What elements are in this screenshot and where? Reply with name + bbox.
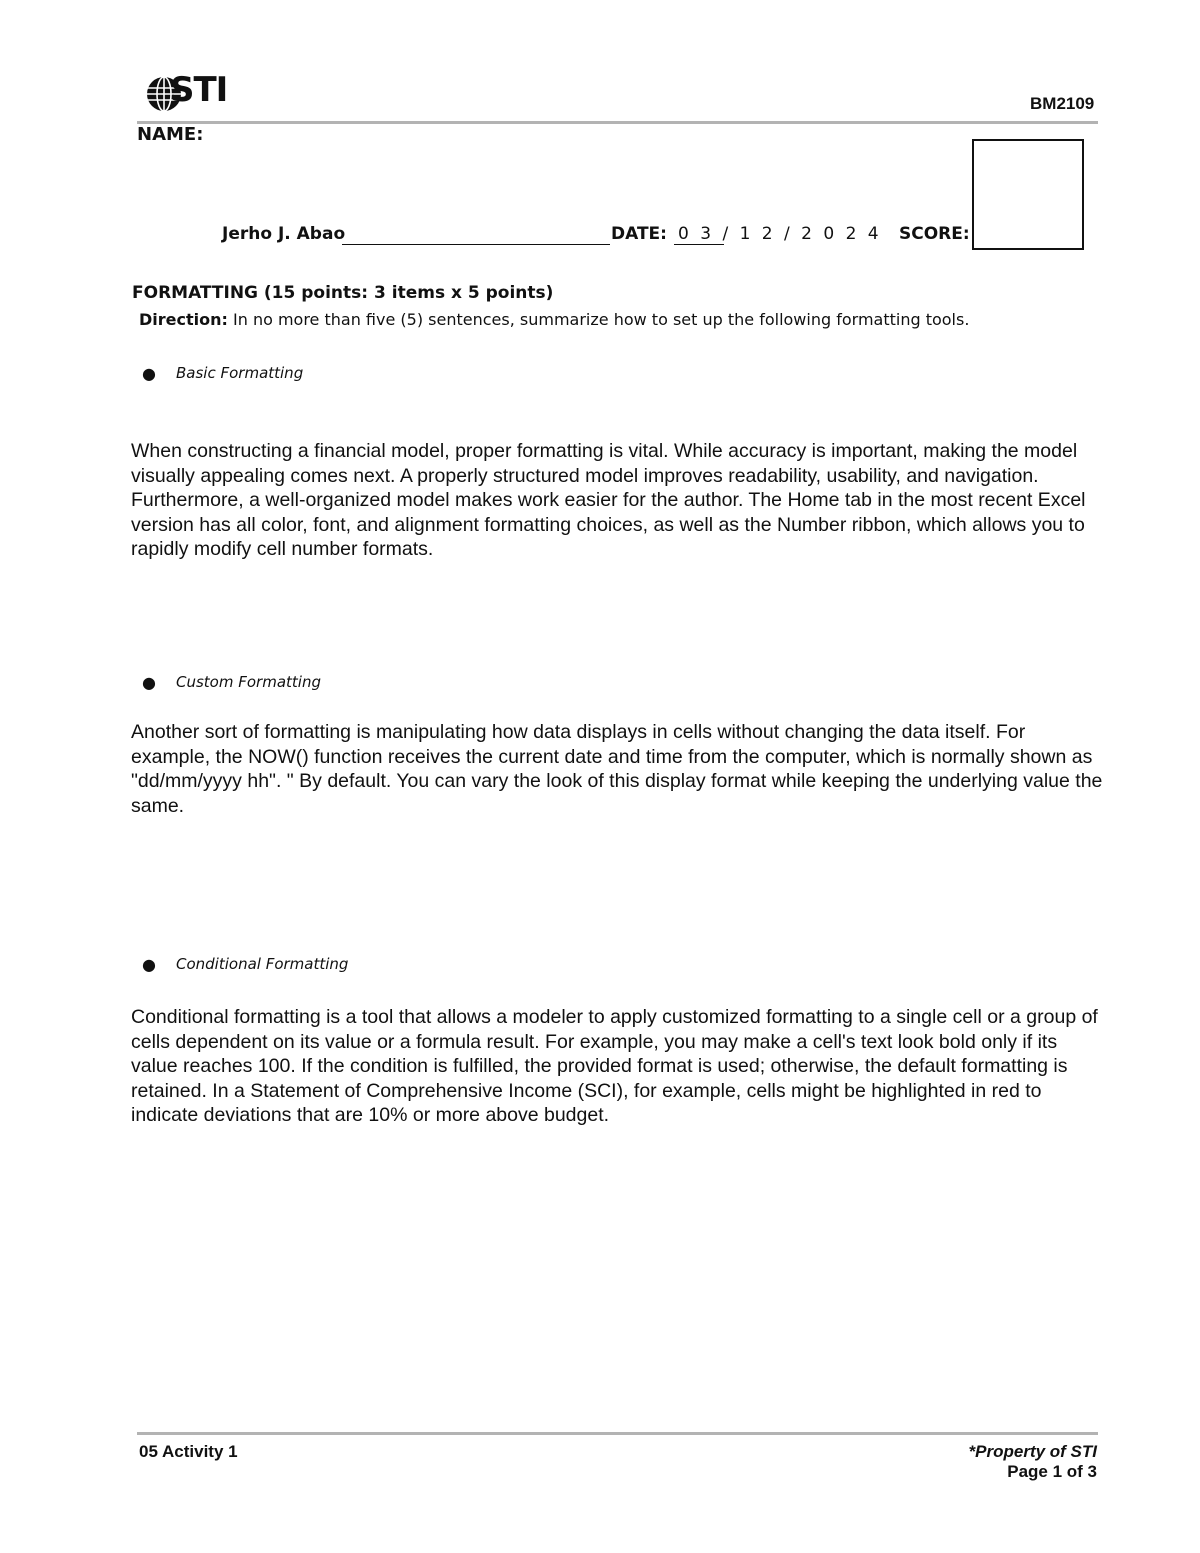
answer-conditional: Conditional formatting is a tool that allows a modeler to apply customized formatting to a single cell or a group of cells dependent on its value or a formula result. For example, you may make a cell's text look bold only if its value reaches 100. If the condition is fulfilled, the provided format is used; otherwise, the default formatting is retained. In a Statement of Comprehensive Income (SCI), for example, cells might be highlighted in red to indicate deviations that are 10% or more above budget. <box>131 1006 1098 1127</box>
bullet-icon: ● <box>142 364 156 383</box>
date-label: DATE: <box>611 224 667 244</box>
activity-title: FORMATTING (15 points: 3 items x 5 points) <box>132 283 554 303</box>
list-item-conditional <box>142 955 349 974</box>
section-heading: Basic Formatting <box>176 364 304 382</box>
logo-text: STI <box>170 70 228 110</box>
score-label: SCORE: <box>899 224 970 244</box>
student-name: Jerho J. Abao <box>222 224 346 244</box>
list-item-custom <box>142 673 321 692</box>
direction-text: In no more than five (5) sentences, summarize how to set up the following formatting tools. <box>227 310 970 329</box>
answer-basic: When constructing a financial model, proper formatting is vital. While accuracy is important, making the model visually appealing comes next. A properly structured model improves readability, usability, and navigation. Furthermore, a well-organized model makes work easier for the author. The Home tab in the most recent Excel version has all color, font, and alignment formatting choices, as well as the Number ribbon, which allows you to rapidly modify cell number formats. <box>131 440 1086 561</box>
direction <box>139 310 969 329</box>
info-row <box>222 224 972 248</box>
page-number: Page 1 of 3 <box>1007 1462 1097 1481</box>
score-box <box>972 139 1084 250</box>
section-heading: Custom Formatting <box>176 673 321 691</box>
date-value: 0 3 / 1 2 / 2 0 2 4 <box>678 224 882 244</box>
direction-label: Direction: <box>139 310 228 329</box>
footer-right <box>969 1442 1097 1482</box>
name-label: NAME: <box>137 124 204 145</box>
document-code: BM2109 <box>1030 94 1095 113</box>
header-divider <box>137 121 1098 124</box>
list-item-basic <box>142 364 304 383</box>
answer-custom: Another sort of formatting is manipulating how data displays in cells without changing the data itself. For example, the NOW() function receives the current date and time from the computer, which is normally shown as "dd/mm/yyyy hh". " By default. You can vary the look of this display format while keeping the underlying value the same. <box>131 721 1103 817</box>
date-underline <box>674 244 724 245</box>
property-notice: *Property of STI <box>968 1442 1097 1461</box>
footer-activity-label: 05 Activity 1 <box>139 1442 238 1461</box>
bullet-icon: ● <box>142 673 156 692</box>
section-heading: Conditional Formatting <box>176 955 349 973</box>
bullet-icon: ● <box>142 955 156 974</box>
name-underline <box>342 244 610 245</box>
footer-divider <box>137 1432 1098 1435</box>
